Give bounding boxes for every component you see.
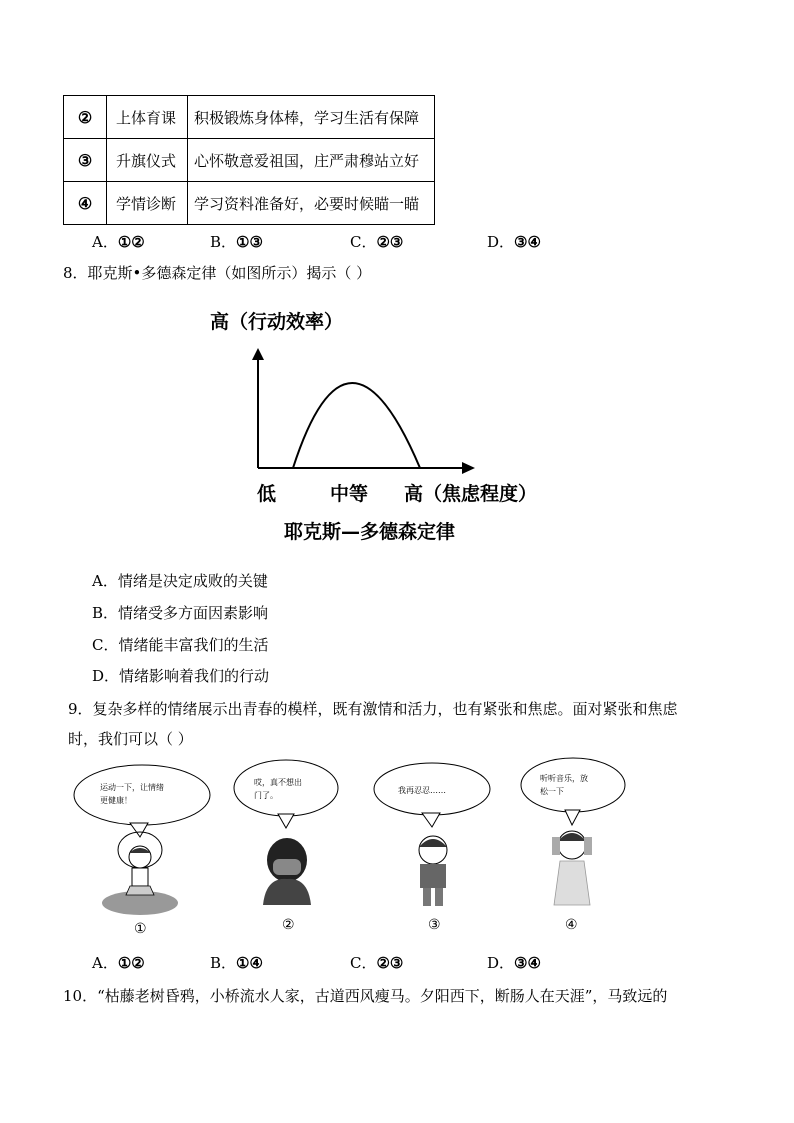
y-axis-arrow xyxy=(252,348,264,360)
row-description: 积极锻炼身体棒，学习生活有保障 xyxy=(188,96,435,139)
figure-caption: 耶克斯—多德森定律 xyxy=(284,521,456,543)
figure-label-3: ③ xyxy=(428,917,441,933)
row-number: ② xyxy=(64,96,107,139)
row-activity: 升旗仪式 xyxy=(107,139,188,182)
row-description: 学习资料准备好，必要时候瞄一瞄 xyxy=(188,182,435,225)
option-value: ③④ xyxy=(514,233,541,251)
q9-illustrations xyxy=(60,755,740,945)
q9-stem-line2: 时，我们可以（ ） xyxy=(68,730,193,748)
row-activity: 上体育课 xyxy=(107,96,188,139)
q8-stem: 8．耶克斯•多德森定律（如图所示）揭示（ ） xyxy=(63,264,372,282)
efficiency-curve xyxy=(293,383,420,468)
q7-option-b xyxy=(210,231,263,252)
worried-boy-icon xyxy=(419,836,447,906)
table-row xyxy=(64,96,435,139)
option-letter: D． xyxy=(487,954,515,972)
option-value: ①④ xyxy=(236,954,263,972)
activity-table xyxy=(63,95,435,225)
option-letter: A． xyxy=(92,954,118,972)
figure-label-4: ④ xyxy=(565,917,578,933)
row-number: ④ xyxy=(64,182,107,225)
q9-option-b xyxy=(210,952,263,973)
option-letter: C． xyxy=(350,954,377,972)
x-label-mid: 中等 xyxy=(330,483,369,505)
bubble-1-line2: 更健康！ xyxy=(100,796,132,805)
table-row xyxy=(64,182,435,225)
speech-bubble-2 xyxy=(234,760,338,828)
option-letter: A． xyxy=(92,233,118,251)
q9-option-c xyxy=(350,952,403,973)
y-axis-label: 高（行动效率） xyxy=(210,311,344,333)
option-letter: B． xyxy=(210,954,237,972)
sad-person-icon xyxy=(263,838,311,905)
q8-option-b: B．情绪受多方面因素影响 xyxy=(92,604,269,622)
bubble-2-line1: 哎，真不想出 xyxy=(254,778,302,787)
q8-option-d: D．情绪影响着我们的行动 xyxy=(92,667,270,685)
table-row xyxy=(64,139,435,182)
row-number: ③ xyxy=(64,139,107,182)
speech-bubble-1 xyxy=(74,765,210,837)
q9-stem-line1: 9．复杂多样的情绪展示出青春的模样，既有激情和活力，也有紧张和焦虑。面对紧张和焦虑 xyxy=(68,700,678,718)
row-description: 心怀敬意爱祖国，庄严肃穆站立好 xyxy=(188,139,435,182)
bubble-3-line1: 我再忍忍…… xyxy=(398,786,446,795)
q9-option-d xyxy=(487,952,541,973)
option-letter: B． xyxy=(210,233,237,251)
q10-stem: 10．“枯藤老树昏鸦，小桥流水人家，古道西风瘦马。夕阳西下，断肠人在天涯”，马致远的 xyxy=(63,987,668,1005)
option-value: ③④ xyxy=(514,954,541,972)
speech-bubble-3 xyxy=(374,763,490,827)
x-label-low: 低 xyxy=(257,483,277,505)
option-value: ②③ xyxy=(376,954,404,972)
q8-option-c: C．情绪能丰富我们的生活 xyxy=(92,636,269,654)
option-value: ①③ xyxy=(236,233,263,251)
option-letter: D． xyxy=(487,233,515,251)
yerkes-dodson-figure xyxy=(200,300,560,550)
bubble-4-line2: 松一下 xyxy=(540,787,564,796)
jumping-rope-girl-icon xyxy=(102,832,178,915)
figure-label-1: ① xyxy=(134,921,147,937)
bubble-2-line2: 门了。 xyxy=(254,791,278,800)
q7-option-d xyxy=(487,231,541,252)
q7-option-a xyxy=(92,231,145,252)
option-value: ②③ xyxy=(376,233,404,251)
option-value: ①② xyxy=(117,954,145,972)
option-value: ①② xyxy=(117,233,145,251)
q9-option-a xyxy=(92,952,145,973)
music-listening-girl-icon xyxy=(552,831,592,905)
bubble-1-line1: 运动一下，让情绪 xyxy=(100,783,164,792)
speech-bubble-4 xyxy=(521,758,625,825)
q7-option-c xyxy=(350,231,403,252)
option-letter: C． xyxy=(350,233,377,251)
row-activity: 学情诊断 xyxy=(107,182,188,225)
x-label-high: 高（焦虑程度） xyxy=(404,483,538,505)
figure-label-2: ② xyxy=(282,917,295,933)
q8-option-a: A．情绪是决定成败的关键 xyxy=(92,572,268,590)
x-axis-arrow xyxy=(462,462,475,474)
bubble-4-line1: 听听音乐，放 xyxy=(540,774,588,783)
